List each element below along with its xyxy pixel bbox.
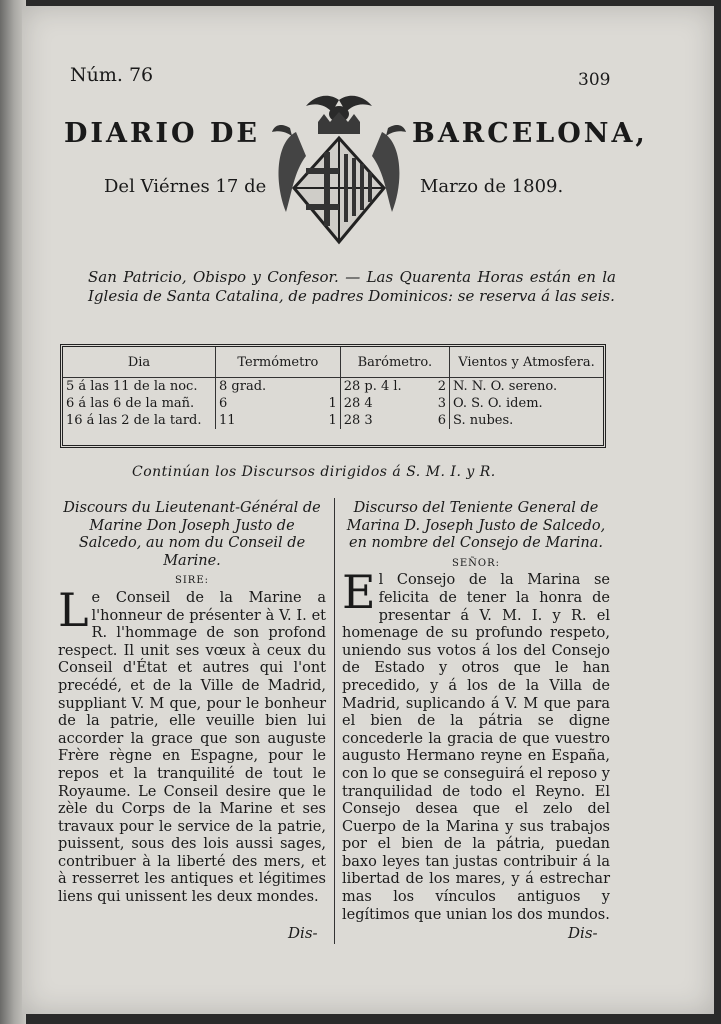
weather-row <box>63 378 603 396</box>
row-time: 16 á las 2 de la tard. <box>63 412 216 429</box>
row-baro-tail: 6 <box>429 412 449 429</box>
row-thermo-tail <box>313 378 340 396</box>
newspaper-page <box>22 6 714 1014</box>
row-baro-tail: 2 <box>429 378 449 396</box>
spanish-catchword: Dis- <box>568 924 598 942</box>
row-baro: 28 3 <box>343 413 373 428</box>
spanish-salutation: SEÑOR: <box>452 557 500 569</box>
french-heading: Discours du Lieutenant-Général de Marine Don Joseph Justo de Salcedo, au nom du Conseil de Marine. <box>63 500 321 569</box>
date-right: Marzo de 1809. <box>420 176 564 197</box>
row-thermo: 6 <box>219 396 228 411</box>
french-catchword: Dis- <box>288 924 318 942</box>
french-dropcap: L <box>58 582 89 637</box>
row-wind: S. nubes. <box>453 413 514 428</box>
row-baro: 28 4 <box>343 396 373 411</box>
header-barometer: Barómetro. <box>340 347 449 378</box>
issue-number: Núm. 76 <box>70 64 154 86</box>
row-baro-tail: 3 <box>429 395 449 412</box>
row-wind: O. S. O. idem. <box>453 396 543 411</box>
spanish-body-text: l Consejo de la Marina se felicita de tener la honra de presentar á V. M. I. y R. el homenage de su profundo respeto, uniendo sus votos á los del Consejo de Estado y otros que le han precedido, y á los de la Villa de Madrid, suplicando á V. M que para el bien de la pátria se digne concederle la gracia de que vuestro augusto Hermano reyne en España, con lo que se conseguirá el reposo y tranquilidad de todo el Reyno. El Consejo desea que el zelo del Cuerpo de la Marina y sus trabajos por el bien de la pátria, puedan baxo leyes tan justas contribuir á la libertad de los mares, y á estrechar mas los vínculos antiguos y legítimos que unian los dos mundos. <box>342 572 610 923</box>
header-day: Dia <box>63 347 216 378</box>
header-thermometer: Termómetro <box>216 347 341 378</box>
french-body-text: e Conseil de la Marine a l'honneur de présenter à V. I. et R. l'hommage de son profond respect. Il unit ses vœux à ceux du Conseil d'État et autres qui l'ont precédé, et de la Ville de Madrid, suppliant V. M que, pour le bonheur de la patrie, elle veuille bien lui accorder la grace que son auguste Frère règne en Espagne, pour le repos et la tranquilité de tout le Royaume. Le Conseil desire que le zèle du Corps de la Marine et ses travaux pour le service de la patrie, puissent, sous des lois aussi sages, contribuer à la liberté des mers, et à resserret les antiques et légitimes liens qui unissent les deux mondes. <box>58 589 326 906</box>
spanish-heading: Discurso del Teniente General de Marina D. Joseph Justo de Salcedo, en nombre del Consejo de Marina. <box>346 500 606 552</box>
weather-row <box>63 412 603 429</box>
page-number: 309 <box>578 70 611 90</box>
spanish-dropcap: E <box>342 565 376 620</box>
weather-table <box>60 344 606 448</box>
masthead-title-right: BARCELONA, <box>412 118 648 149</box>
date-left: Del Viérnes 17 de <box>104 176 267 197</box>
barcelona-coat-of-arms-icon <box>266 92 412 252</box>
row-wind: N. N. O. sereno. <box>453 379 558 394</box>
row-thermo-tail: 1 <box>313 412 340 429</box>
continuation-heading: Continúan los Discursos dirigidos á S. M. I. y R. <box>132 464 496 480</box>
row-thermo: 8 grad. <box>219 379 267 394</box>
french-salutation: SIRE: <box>175 575 209 587</box>
french-body <box>58 582 326 907</box>
spanish-body <box>342 565 610 924</box>
header-winds: Vientos y Atmosfera. <box>450 347 604 378</box>
column-divider <box>334 498 335 944</box>
weather-row <box>63 395 603 412</box>
saint-notice: San Patricio, Obispo y Confesor. — Las Quarenta Horas están en la Iglesia de Santa Catalina, de padres Dominicos: se reserva á las seis. <box>88 268 616 305</box>
masthead-title-left: DIARIO DE <box>64 118 260 149</box>
french-column <box>58 500 326 907</box>
row-thermo: 11 <box>219 413 236 428</box>
row-baro: 28 p. 4 l. <box>343 379 402 394</box>
weather-header-row <box>63 347 603 378</box>
spanish-column <box>342 500 610 924</box>
row-thermo-tail: 1 <box>313 395 340 412</box>
row-time: 5 á las 11 de la noc. <box>63 378 216 396</box>
row-time: 6 á las 6 de la mañ. <box>63 395 216 412</box>
